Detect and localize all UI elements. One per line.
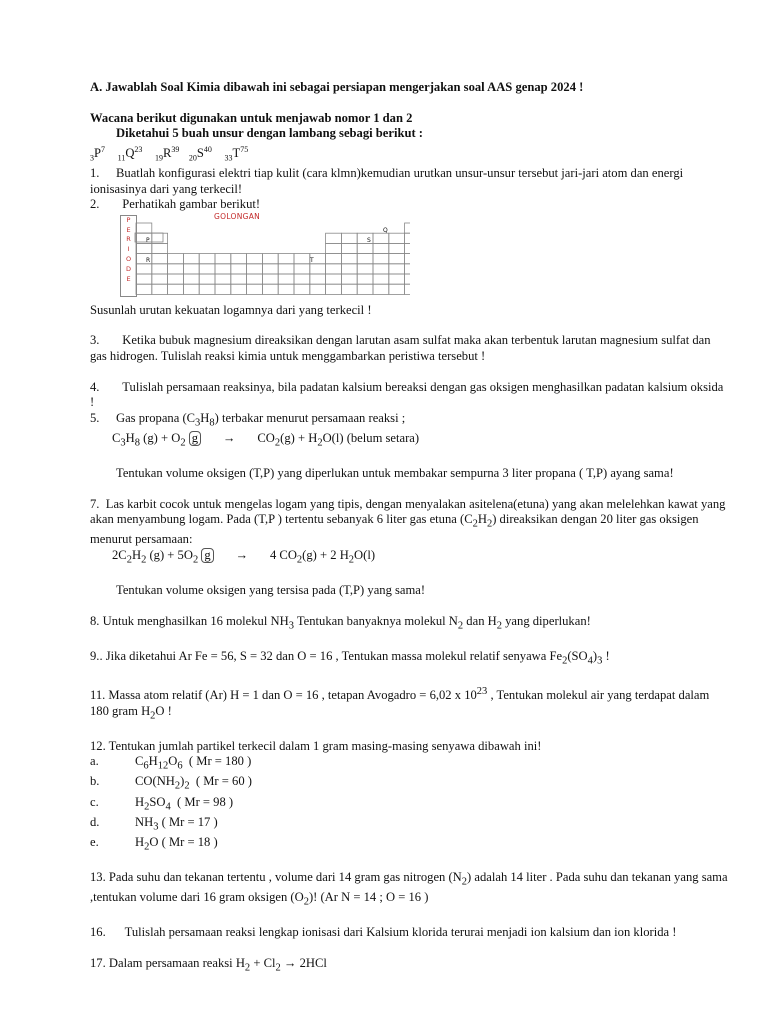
table-cell — [405, 284, 410, 294]
table-cell — [389, 243, 405, 253]
element-q-sym: Q — [125, 145, 135, 160]
list-item: d. $NH_3$ ( Mr = 17 ) — [90, 814, 218, 833]
table-cell — [341, 243, 357, 253]
table-cell — [341, 233, 357, 243]
element-q-a: 23 — [134, 144, 143, 154]
table-cell — [199, 284, 215, 294]
table-cell — [326, 284, 342, 294]
list-item: e. $H_2O$ ( Mr = 18 ) — [90, 834, 218, 853]
element-q-z: 11 — [117, 153, 126, 163]
element-s-a: 40 — [203, 144, 212, 154]
table-cell — [373, 274, 389, 284]
table-cell — [136, 223, 152, 233]
table-cell — [357, 253, 373, 263]
table-cell — [183, 284, 199, 294]
table-cell — [199, 264, 215, 274]
table-cell — [341, 253, 357, 263]
table-cell — [262, 264, 278, 274]
question-9: 9.. Jika diketahui Ar Fe = 56, S = 32 dan O = 16 , Tentukan massa molekul relatif senyawa $Fe_2(SO_4)_3$ ! — [90, 648, 610, 667]
table-cell — [310, 284, 326, 294]
question-1: 1. Buatlah konfigurasi elektri tiap kulit (cara klmn)kemudian urutkan unsur-unsur tersebut jari-jari atom dan energi ionisasinya dari yang terkecil! — [90, 166, 684, 196]
table-cell — [373, 253, 389, 263]
table-cell — [231, 253, 247, 263]
table-cell — [294, 284, 310, 294]
table-cell — [262, 284, 278, 294]
element-list — [90, 142, 730, 166]
equation-5: $C_3H_8$ $(g) + O_2$ $g \to CO_2(g) + H_2O(l)$ (belum setara) — [112, 430, 420, 449]
arrow-icon: → — [235, 547, 249, 562]
table-cell — [231, 274, 247, 284]
table-cell — [247, 284, 263, 294]
table-cell — [326, 274, 342, 284]
question-5: 5. Gas propana $(C_3H_8)$ terbakar menurut persamaan reaksi ; — [90, 410, 406, 429]
question-12: 12. Tentukan jumlah partikel terkecil dalam 1 gram masing-masing senyawa dibawah ini! — [90, 738, 542, 753]
question-3: 3. Ketika bubuk magnesium direaksikan dengan larutan asam sulfat maka akan terbentuk larutan magnesium sulfat dan gas hidrogen. Tulislah reaksi kimia untuk menggambarkan peristiwa tersebut ! — [90, 333, 711, 364]
table-cell — [326, 233, 342, 243]
table-cell — [136, 274, 152, 284]
table-cell — [231, 284, 247, 294]
question-7: 7. Las karbit cocok untuk mengelas logam yang tipis, dengan menyalakan asitelena(etuna) yang akan melelehkan kawat yang akan menyambung logam. Pada (T,P ) tertentu sebanyak 6 liter gas etuna $(C_2H_2)$ direaksikan dengan 20 liter gas oksigen menurut persamaan: — [90, 496, 726, 547]
table-cell — [152, 253, 168, 263]
mark-p: P — [146, 236, 150, 244]
mark-r: R — [146, 256, 151, 264]
list-item: c. $H_2SO_4$ ( Mr = 98 ) — [90, 794, 234, 813]
table-cell — [405, 243, 410, 253]
table-cell — [199, 253, 215, 263]
list-item: a. $C_6H_{12}O_6$ ( Mr = 180 ) — [90, 754, 252, 772]
element-p-z: 3 — [90, 153, 94, 163]
table-cell — [357, 274, 373, 284]
table-cell — [247, 264, 263, 274]
element-r-z: 19 — [155, 153, 164, 163]
table-cell — [168, 253, 184, 263]
table-cell — [357, 264, 373, 274]
periodic-table-figure — [120, 211, 410, 297]
table-cell — [389, 274, 405, 284]
question-13: 13. Pada suhu dan tekanan tertentu , volume dari 14 gram gas nitrogen $(N_2)$ adalah 14 liter . Pada suhu dan tekanan yang sama ,tentukan volume dari 16 gram oksigen $(O_2)$! (Ar N = 14 ; O = 16 ) — [90, 869, 728, 908]
table-cell — [373, 264, 389, 274]
table-cell — [310, 274, 326, 284]
table-cell — [215, 274, 231, 284]
table-cell — [278, 253, 294, 263]
table-cell — [326, 264, 342, 274]
table-cell — [326, 243, 342, 253]
table-cell — [389, 264, 405, 274]
element-p-sym: P — [94, 145, 102, 160]
question-17: 17. Dalam persamaan reaksi $H_2 + Cl_2 \to 2HCl$ — [90, 955, 327, 974]
table-cell — [247, 274, 263, 284]
element-s-z: 20 — [188, 153, 197, 163]
element-r-a: 39 — [171, 144, 180, 154]
table-cell — [373, 243, 389, 253]
table-cell — [294, 264, 310, 274]
table-cell — [183, 274, 199, 284]
periodic-table-grid — [120, 215, 410, 297]
mark-t: T — [310, 256, 314, 264]
table-cell — [405, 223, 410, 233]
table-cell — [152, 264, 168, 274]
table-cell — [183, 253, 199, 263]
table-cell — [168, 274, 184, 284]
table-cell — [389, 284, 405, 294]
table-cell — [405, 274, 410, 284]
table-cell — [278, 264, 294, 274]
table-cell — [294, 274, 310, 284]
list-item: b. $CO(NH_2)_2$ ( Mr = 60 ) — [90, 774, 252, 792]
question-5-task: Tentukan volume oksigen (T,P) yang diperlukan untuk membakar sempurna 3 liter propana ( T,P) ayang sama! — [116, 466, 674, 481]
document-page — [90, 80, 730, 976]
question-8: 8. Untuk menghasilkan 16 molekul $NH_3$ Tentukan banyaknya molekul $N_2$ dan $H_2$ yang diperlukan! — [90, 613, 591, 632]
arrow-icon: → — [222, 430, 236, 445]
golongan-label: GOLONGAN — [214, 211, 261, 221]
question-4: 4. Tulislah persamaan reaksinya, bila padatan kalsium bereaksi dengan gas oksigen menghasilkan padatan kalsium oksida ! — [90, 379, 724, 410]
table-cell — [152, 284, 168, 294]
element-s-sym: S — [196, 145, 204, 160]
table-cell — [405, 233, 410, 243]
table-cell — [341, 264, 357, 274]
element-t-a: 75 — [240, 144, 249, 154]
table-cell — [389, 233, 405, 243]
table-cell — [168, 264, 184, 274]
table-cell — [168, 284, 184, 294]
table-cell — [278, 284, 294, 294]
diketahui-text: Diketahui 5 buah unsur dengan lambang sebagi berikut : — [116, 126, 424, 141]
table-cell — [389, 253, 405, 263]
question-2: 2. Perhatikah gambar berikut! — [90, 197, 261, 212]
table-cell — [262, 253, 278, 263]
question-16: 16. Tulislah persamaan reaksi lengkap ionisasi dari Kalsium klorida terurai menjadi ion kalsium dan ion klorida ! — [90, 925, 677, 940]
element-t-z: 33 — [224, 153, 233, 163]
table-cell — [152, 274, 168, 284]
question-11: 11. Massa atom relatif (Ar) H = 1 dan O = 16 , tetapan Avogadro = 6,02 x $10^{23}$ , Tentukan molekul air yang terdapat dalam 180 gram $H_2O$ ! — [90, 685, 710, 722]
wacana-text: Wacana berikut digunakan untuk menjawab nomor 1 dan 2 — [90, 110, 413, 125]
periode-label: P E R I O D E — [120, 215, 137, 297]
table-cell — [215, 253, 231, 263]
table-cell — [183, 264, 199, 274]
question-2-task: Susunlah urutan kekuatan logamnya dari yang terkecil ! — [90, 302, 372, 317]
table-cell — [247, 253, 263, 263]
table-cell — [326, 253, 342, 263]
table-cell — [136, 284, 152, 294]
section-heading: A. Jawablah Soal Kimia dibawah ini sebagai persiapan mengerjakan soal AAS genap 2024 ! — [90, 80, 584, 94]
mark-s: S — [367, 236, 371, 244]
table-cell — [373, 284, 389, 294]
question-7-task: Tentukan volume oksigen yang tersisa pada (T,P) yang sama! — [116, 583, 426, 598]
table-cell — [405, 264, 410, 274]
table-cell — [231, 264, 247, 274]
element-p-a: 7 — [101, 144, 106, 154]
mark-q: Q — [383, 226, 388, 234]
table-cell — [152, 243, 168, 253]
table-cell — [341, 274, 357, 284]
element-r-sym: R — [163, 145, 172, 160]
table-cell — [262, 274, 278, 284]
equation-7: $2C_2H_2$ $(g) + 5O_2$ g → 4 $CO_2(g) + 2$ $H_2O(l)$ — [112, 547, 376, 566]
element-t-sym: T — [232, 145, 241, 160]
table-cell — [405, 253, 410, 263]
table-cell — [215, 284, 231, 294]
table-cell — [215, 264, 231, 274]
table-cell — [294, 253, 310, 263]
table-cell — [199, 274, 215, 284]
table-cell — [341, 284, 357, 294]
table-cell — [357, 284, 373, 294]
table-cell — [278, 274, 294, 284]
